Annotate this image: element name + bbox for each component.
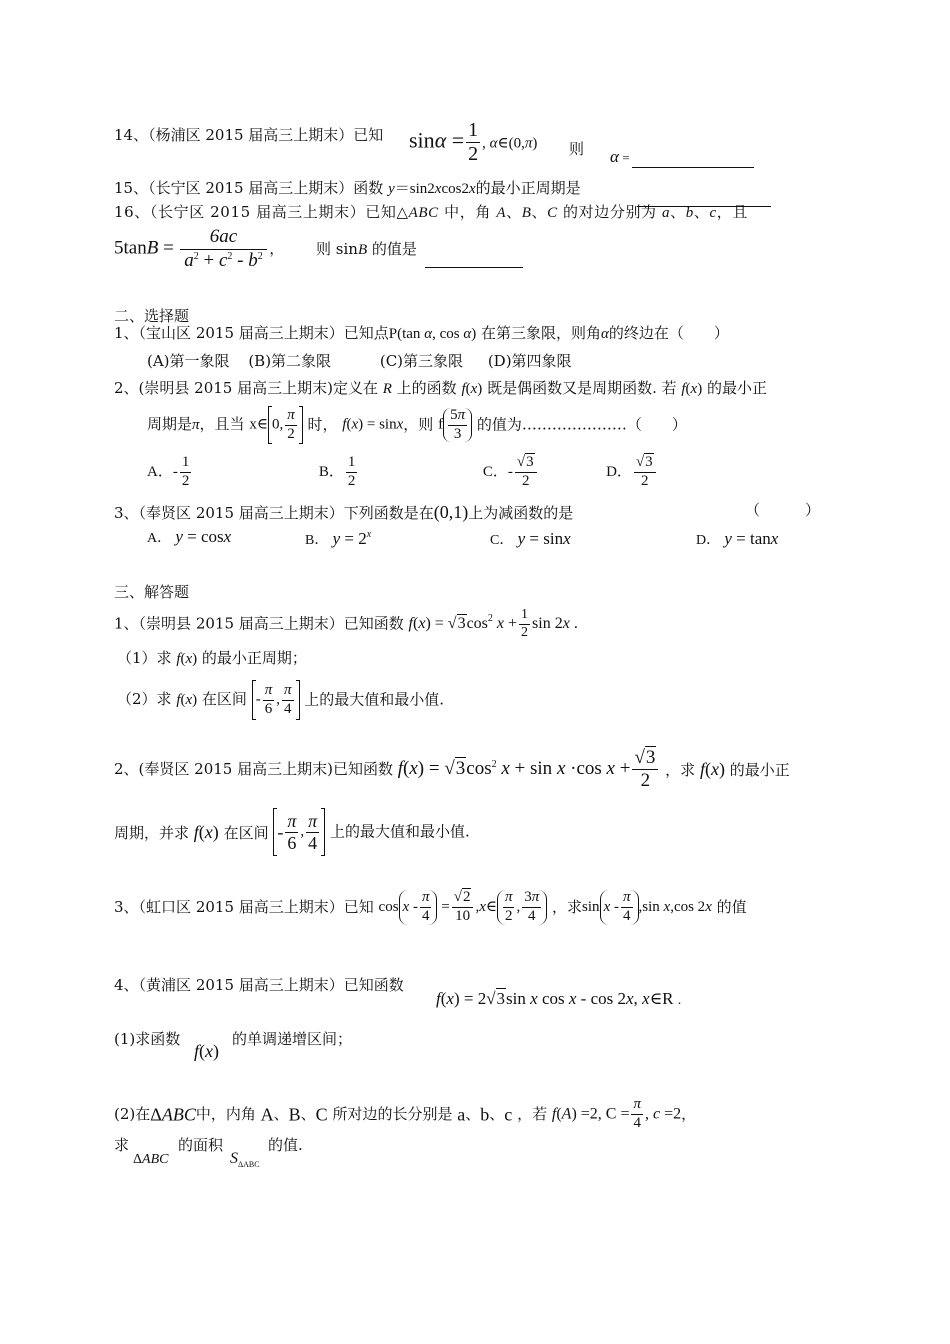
fill-in-q14 [114,128,383,143]
q14-source: （杨浦区 2015 届高三上期末）已知 [148,126,384,144]
solve-q1 [114,608,578,640]
q14-answer-blank[interactable] [632,156,754,171]
choice-q2-option-a[interactable]: A．- $\frac{1}{2}$ [147,454,190,489]
solve-q4-part2-a: (2)在 [114,1104,151,1123]
solve-q4-part1-fx: f(x) [194,1041,220,1061]
q14-condition-math: sinα = $\frac{1}{2}$ , α∈(0,π) [409,119,538,165]
solve-q3-number: 3、 [114,897,139,916]
q15-tail: 的最小正周期是 [475,179,581,197]
solve-q2-line2: 周期，并求 f(x) 在区间 - $\frac{\pi}{6}$ , $\frac{\pi}{4}$ 上的最大值和最小值. [114,808,470,856]
solve-q4-line1 [114,978,404,993]
q16-answer-blank[interactable] [425,256,523,271]
choice-q3-option-c[interactable]: C． y = sinx [490,529,571,548]
q16-number: 16、 [114,203,150,221]
q15-number: 15、 [114,179,149,197]
choice-q2-option-c[interactable]: C．- $\frac{√3}{2}$ [483,464,539,480]
solve-q4-part1 [114,1032,180,1047]
fill-in-q15 [114,181,581,197]
solve-q3-source: （虹口区 2015 届高三上期末）已知 [138,897,374,916]
choice-q2-option-b[interactable]: B． $\frac{1}{2}$ [318,454,356,489]
choice-q1-point: P(tan α, cos α) [388,326,477,342]
choice-q3-paren: （ ） [745,501,821,519]
solve-q4-part3-c: 的值. [268,1136,303,1154]
choice-q1-option-b[interactable]: (B)第二象限 [248,352,332,370]
choice-q2-option-d[interactable]: D． $\frac{√3}{2}$ [606,464,658,480]
solve-q4-part3-a: 求 [114,1136,130,1154]
section-solution-title: 三、解答题 [114,583,190,601]
q14-then: 则 [569,140,585,158]
solve-q3: 3、（虹口区 2015 届高三上期末）已知 cos x - $\frac{\pi}{4}$ = $\frac{√2}{10}$ ,x∈ $\frac{\pi}{2}$ , $\frac{3\pi}{4}$ ，求sin x - $\frac{\pi}{4}$ ,sin x,cos 2x 的值 [114,889,747,924]
q16-tail: 则 sinB 的值是 [316,240,417,258]
choice-q1-option-a[interactable]: (A)第一象限 [147,352,230,370]
solve-q4-part3-b: 的面积 [178,1136,224,1154]
solve-q4-function: f(x) = 2√3sin x cos x - cos 2x, x∈R . [436,989,682,1008]
choice-q2-number: 2、 [114,379,139,397]
solve-q2-number: 2、 [114,759,139,778]
q16-source: （长宁区 2015 届高三上期末）已知△ABC 中，角 A、B、C 的对边分别为 a、b、c，且 [149,203,748,221]
solve-q4-area-symbol: $S_{\Delta ABC}$ [230,1150,260,1169]
choice-q3-source: （奉贤区 2015 届高三上期末）下列函数是在 [138,504,434,522]
choice-q3-options [147,528,231,546]
solve-q1-source: （崇明县 2015 届高三上期末）已知函数 [138,614,404,633]
solve-q4-part2-d: ，若 [517,1104,548,1123]
q15-expression: y＝sin2xcos2x [388,181,476,197]
choice-q2-line1: 2、(崇明县 2015 届高三上期末)定义在 R 上的函数 f(x) 既是偶函数又是周期函数. 若 f(x) 的最小正 [114,379,767,397]
section-choice-title: 二、选择题 [114,307,190,325]
choice-q3-number: 3、 [114,504,139,522]
solve-q1-function: $f(x) = √3\cos^2$ x + $\frac{1}{2}$ sin 2x . [408,607,578,640]
solve-q1-part2: （2）求 f(x) 在区间 - $\frac{\pi}{6}$ , $\frac{\pi}{4}$ 上的最大值和最小值. [117,680,444,720]
solve-q1-number: 1、 [114,614,139,633]
q15-source: （长宁区 2015 届高三上期末）函数 [148,179,384,197]
solve-q1-part1: （1）求 f(x) 的最小正周期； [117,649,307,667]
choice-q1-source: （宝山区 2015 届高三上期末）已知点 [138,324,389,342]
solve-q4-part1-b: 的单调递增区间； [232,1030,353,1048]
solve-q4-triangle: ΔABC [133,1152,169,1167]
solve-q2-function: $f(x) = √3\cos^2$ x + sin x ·cos x + $\frac{√3}{2}$ [398,758,661,779]
choice-q3-interval: (0,1) [433,502,469,522]
solve-q4-number: 4、 [114,976,139,994]
choice-q3-option-a[interactable]: A． y = cosx [147,527,232,546]
choice-q2-line2: 周期是π，且当 x∈ 0, $\frac{\pi}{2}$ 时， f(x) = sinx，则 f $\frac{5\pi}{3}$ 的值为…………………（ ） [147,406,687,444]
q16-condition-math: 5tanB = $\frac{6ac}{a^2 + c^2 - b^2}$ ， [114,226,285,271]
solve-q2-source: (奉贤区 2015 届高三上期末)已知函数 [138,759,393,778]
choice-q1-option-d[interactable]: (D)第四象限 [487,352,572,370]
choice-q1-number: 1、 [114,324,139,342]
choice-q3 [114,503,573,521]
choice-q3-tail: 上为减函数的是 [468,504,574,522]
solve-q3-mid: ，求 [552,897,583,916]
choice-q3-option-d[interactable]: D． y = tanx [696,529,779,548]
fill-in-q16 [114,205,748,221]
solve-q2-line1: 2、(奉贤区 2015 届高三上期末)已知函数 $f(x) = √3\cos^2$ x + sin x ·cos x + $\frac{√3}{2}$ ，求 f(x) 的最小正 [114,747,790,791]
choice-q2-options [147,455,658,490]
q14-number: 14、 [114,126,149,144]
solve-q4-part2-b: 中，内角 [195,1104,256,1123]
choice-q1: 1、（宝山区 2015 届高三上期末）已知点P(tan α, cos α) 在第三象限，则角α的终边在（ ） [114,324,729,342]
choice-q1-options [147,354,572,369]
solve-q4-part1-a: (1)求函数 [114,1030,181,1048]
choice-q3-option-b[interactable]: B． $y = 2^x$ [305,529,372,548]
solve-q4-part2: (2)在ΔABC中，内角 A、B、C 所对边的长分别是 a、b、c ，若 f(A) =2, C = $\frac{\pi}{4}$ , c =2， [114,1096,697,1131]
solve-q4-part2-c: 所对边的长分别是 [332,1104,453,1123]
choice-q1-option-c[interactable]: (C)第三象限 [379,352,464,370]
solve-q3-tail: 的值 [716,897,747,916]
solve-q4-source: （黄浦区 2015 届高三上期末）已知函数 [138,976,404,994]
q14-answer-label: α = [610,147,630,166]
